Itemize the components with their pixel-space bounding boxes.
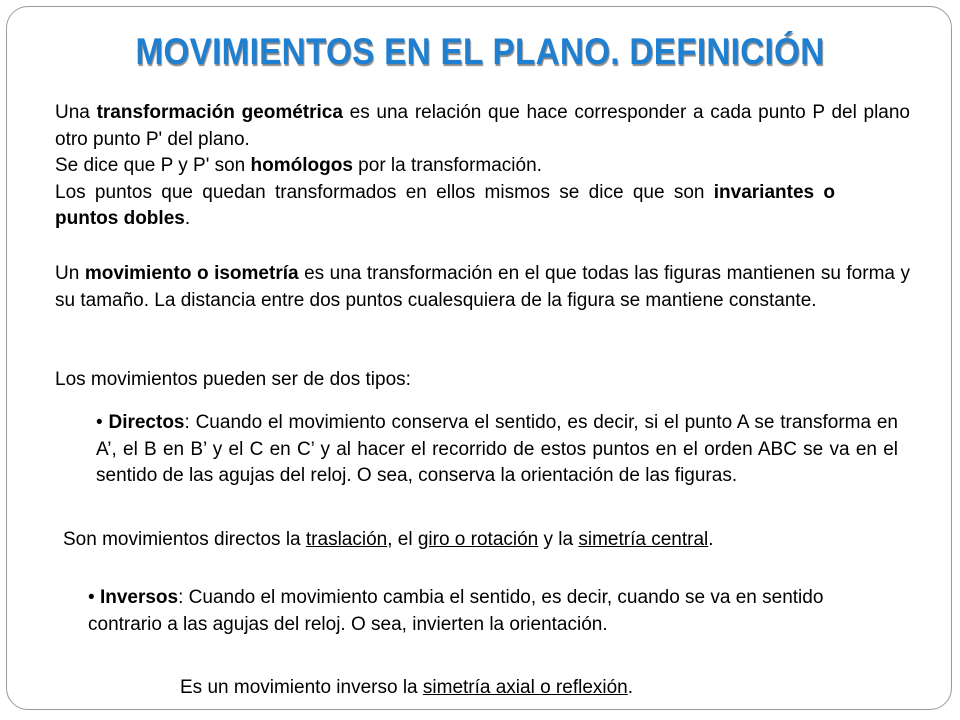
directos-examples: Son movimientos directos la traslación, el giro o rotación y la simetría central.: [63, 529, 714, 550]
types-intro: Los movimientos pueden ser de dos tipos:: [55, 369, 411, 390]
definition-sentence-1: Una transformación geométrica es una relación que hace corresponder a cada punto P del plano otro punto P' del plano.: [55, 102, 910, 150]
directos-item: • Directos: Cuando el movimiento conserva el sentido, es decir, si el punto A se transforma en A’, el B en B’ y el C en C’ y al hacer el recorrido de estos puntos en el orden ABC se va en el sentido de las agujas del reloj. O sea, conserva la orientación de las figuras.: [96, 412, 898, 486]
bullet: •: [96, 412, 103, 433]
slide-title: MOVIMIENTOS EN EL PLANO. DEFINICIÓN: [135, 31, 825, 72]
definition-sentence-2: Se dice que P y P' son homólogos por la transformación.: [55, 155, 542, 176]
inversos-item: • Inversos: Cuando el movimiento cambia el sentido, es decir, cuando se va en sentido contrario a las agujas del reloj. O sea, invierten la orientación.: [88, 587, 824, 635]
definition-paragraph: [55, 100, 910, 233]
movement-paragraph: Un movimiento o isometría es una transformación en el que todas las figuras mantienen su forma y su tamaño. La distancia entre dos puntos cualesquiera de la figura se mantiene constante.: [55, 263, 910, 311]
definition-sentence-3: Los puntos que quedan transformados en ellos mismos se dice que son invariantes o puntos dobles.: [55, 181, 835, 229]
bullet: •: [88, 587, 95, 608]
inversos-example: Es un movimiento inverso la simetría axial o reflexión.: [180, 677, 634, 698]
